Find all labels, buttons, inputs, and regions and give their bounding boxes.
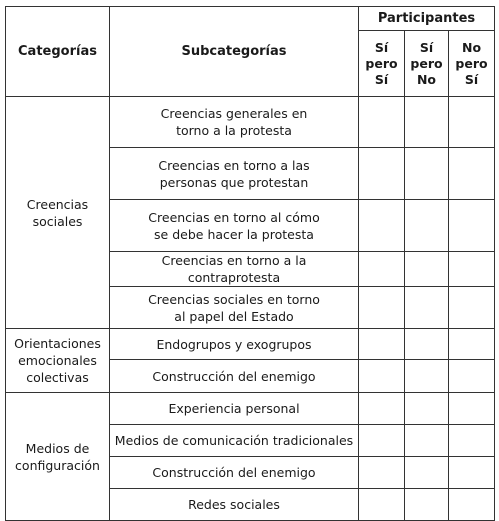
empty-cell (449, 148, 495, 200)
empty-cell (359, 425, 405, 457)
empty-cell (405, 360, 449, 393)
header-si-pero-si: Sí pero Sí (359, 31, 405, 97)
empty-cell (449, 252, 495, 287)
header-si-pero-no: Sí pero No (405, 31, 449, 97)
empty-cell (449, 360, 495, 393)
empty-cell (405, 200, 449, 252)
subcategory-cell: Creencias generales en torno a la protesta (110, 97, 359, 148)
empty-cell (449, 200, 495, 252)
subcategory-cell: Creencias en torno al cómo se debe hacer la protesta (110, 200, 359, 252)
empty-cell (359, 457, 405, 489)
empty-cell (359, 329, 405, 360)
category-creencias-sociales: Creencias sociales (6, 97, 110, 329)
empty-cell (405, 489, 449, 521)
header-participantes: Participantes (359, 7, 495, 31)
empty-cell (359, 360, 405, 393)
empty-cell (359, 287, 405, 329)
header-subcategorias: Subcategorías (110, 7, 359, 97)
table-row (6, 393, 495, 425)
header-categorias: Categorías (6, 7, 110, 97)
empty-cell (405, 97, 449, 148)
empty-cell (405, 329, 449, 360)
empty-cell (405, 148, 449, 200)
empty-cell (359, 97, 405, 148)
subcategory-cell: Creencias en torno a las personas que protestan (110, 148, 359, 200)
category-orientaciones-emocionales: Orientaciones emocionales colectivas (6, 329, 110, 393)
empty-cell (405, 393, 449, 425)
subcategory-cell: Endogrupos y exogrupos (110, 329, 359, 360)
empty-cell (449, 287, 495, 329)
subcategory-cell: Medios de comunicación tradicionales (110, 425, 359, 457)
subcategory-cell: Creencias sociales en torno al papel del Estado (110, 287, 359, 329)
subcategory-cell: Construcción del enemigo (110, 457, 359, 489)
empty-cell (449, 393, 495, 425)
empty-cell (405, 425, 449, 457)
table-row (6, 329, 495, 360)
empty-cell (449, 329, 495, 360)
empty-cell (405, 457, 449, 489)
empty-cell (449, 425, 495, 457)
categories-table (5, 6, 495, 521)
subcategory-cell: Redes sociales (110, 489, 359, 521)
empty-cell (405, 252, 449, 287)
subcategory-cell: Experiencia personal (110, 393, 359, 425)
subcategory-cell: Creencias en torno a la contraprotesta (110, 252, 359, 287)
empty-cell (359, 393, 405, 425)
category-medios-de-configuracion: Medios de configuración (6, 393, 110, 521)
empty-cell (405, 287, 449, 329)
empty-cell (449, 489, 495, 521)
empty-cell (359, 200, 405, 252)
table-row (6, 97, 495, 148)
empty-cell (359, 148, 405, 200)
empty-cell (359, 252, 405, 287)
empty-cell (449, 457, 495, 489)
empty-cell (359, 489, 405, 521)
empty-cell (449, 97, 495, 148)
header-no-pero-si: No pero Sí (449, 31, 495, 97)
subcategory-cell: Construcción del enemigo (110, 360, 359, 393)
